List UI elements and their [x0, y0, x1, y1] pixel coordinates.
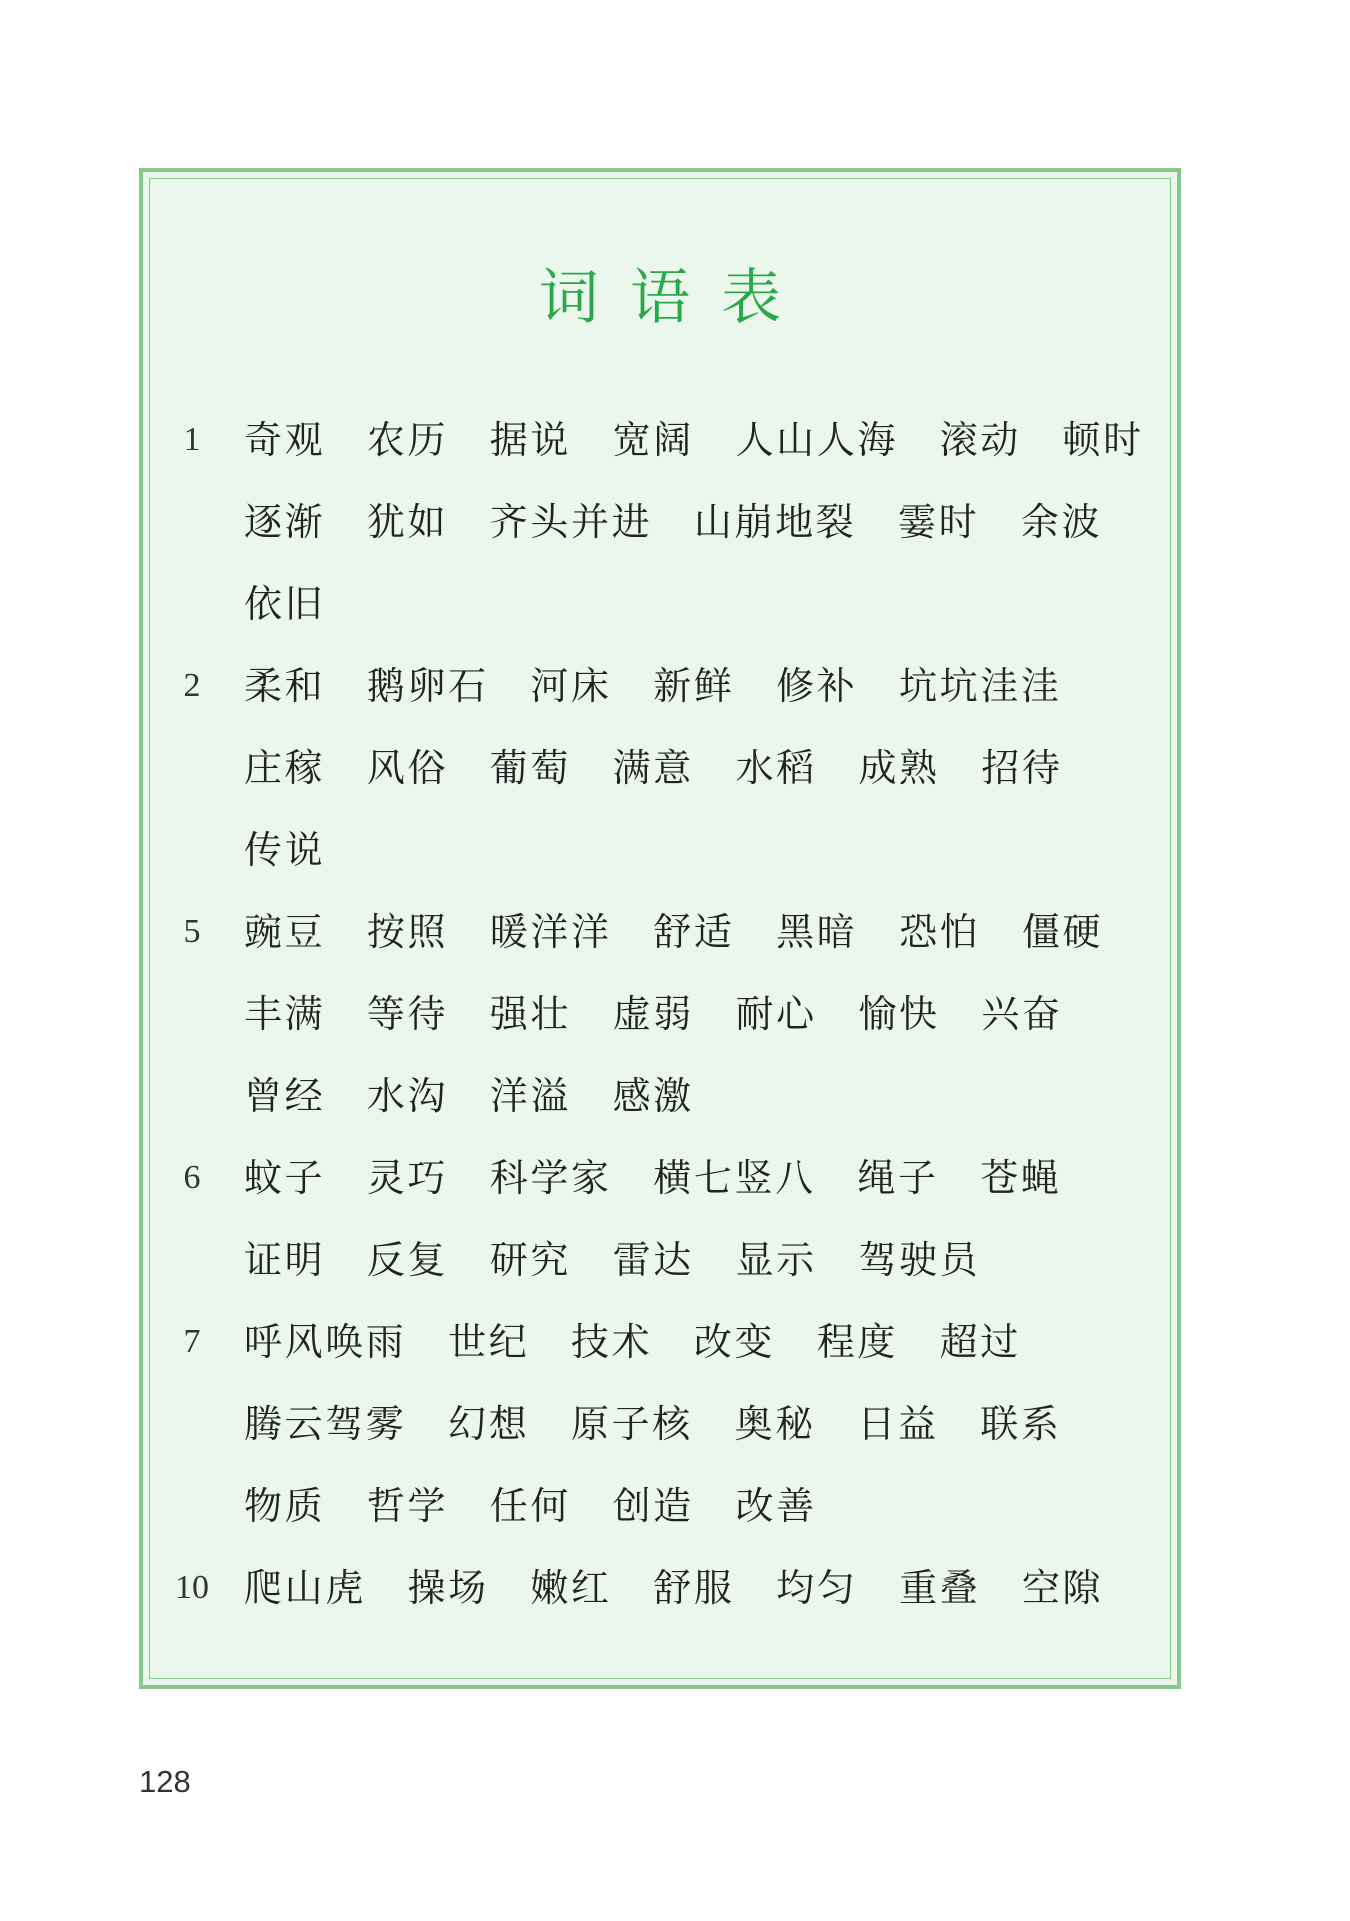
vocabulary-word: 逐渐 — [244, 500, 326, 544]
vocabulary-word: 绳子 — [857, 1156, 939, 1200]
vocabulary-word: 庄稼 — [244, 746, 326, 790]
vocabulary-word: 满意 — [612, 746, 694, 790]
word-row — [244, 1465, 817, 1547]
vocabulary-word: 奇观 — [244, 418, 326, 462]
vocabulary-word: 蚊子 — [244, 1156, 326, 1200]
word-row — [244, 727, 1063, 809]
vocabulary-word: 横七竖八 — [653, 1156, 816, 1200]
vocabulary-word: 任何 — [489, 1484, 571, 1528]
lesson-number: 7 — [183, 1323, 201, 1360]
vocabulary-word: 水沟 — [366, 1074, 449, 1118]
vocabulary-word: 葡萄 — [489, 746, 571, 790]
page-title: 词 语 表 — [538, 263, 788, 333]
vocabulary-word: 恐怕 — [899, 910, 981, 954]
vocabulary-word: 兴奋 — [981, 992, 1063, 1036]
vocabulary-word: 滚动 — [939, 418, 1021, 462]
vocabulary-word: 世纪 — [448, 1320, 530, 1364]
word-row — [244, 1137, 1061, 1219]
vocabulary-word: 驾驶员 — [858, 1238, 981, 1282]
vocabulary-word: 苍蝇 — [980, 1156, 1062, 1200]
vocabulary-word: 空隙 — [1021, 1566, 1104, 1610]
vocabulary-word: 反复 — [366, 1238, 449, 1282]
vocabulary-word: 丰满 — [244, 992, 326, 1036]
word-row — [244, 563, 325, 645]
vocabulary-word: 耐心 — [735, 992, 817, 1036]
vocabulary-word: 柔和 — [244, 664, 326, 708]
vocabulary-word: 程度 — [816, 1320, 898, 1364]
word-row — [244, 1547, 1103, 1629]
vocabulary-word: 据说 — [489, 418, 571, 462]
lesson-number: 10 — [175, 1569, 209, 1606]
vocabulary-word: 爬山虎 — [244, 1566, 366, 1610]
vocabulary-word: 腾云驾雾 — [244, 1402, 407, 1446]
vocabulary-word: 操场 — [407, 1566, 489, 1610]
word-row — [244, 1219, 980, 1301]
page-number: 128 — [139, 1764, 191, 1799]
lesson-number: 5 — [183, 913, 201, 950]
vocabulary-word: 齐头并进 — [489, 500, 653, 544]
vocabulary-word: 成熟 — [858, 746, 940, 790]
vocabulary-word: 强壮 — [489, 992, 571, 1036]
vocabulary-word: 河床 — [530, 664, 612, 708]
vocabulary-word: 虚弱 — [612, 992, 694, 1036]
vocabulary-word: 余波 — [1020, 500, 1103, 544]
vocabulary-word: 农历 — [366, 418, 449, 462]
vocabulary-word: 超过 — [939, 1320, 1021, 1364]
vocabulary-word: 物质 — [244, 1484, 326, 1528]
vocabulary-word: 坑坑洼洼 — [899, 664, 1062, 708]
vocabulary-word: 等待 — [366, 992, 449, 1036]
word-row — [244, 809, 325, 891]
word-row — [244, 891, 1103, 973]
vocabulary-word: 呼风唤雨 — [244, 1320, 407, 1364]
vocabulary-word: 显示 — [735, 1238, 817, 1282]
vocabulary-word: 灵巧 — [366, 1156, 449, 1200]
vocabulary-word: 日益 — [857, 1402, 939, 1446]
vocabulary-word: 黑暗 — [776, 910, 858, 954]
vocabulary-word: 哲学 — [366, 1484, 449, 1528]
vocabulary-word: 鹅卵石 — [366, 664, 489, 708]
vocabulary-word: 暖洋洋 — [489, 910, 612, 954]
vocabulary-word: 新鲜 — [653, 664, 735, 708]
vocabulary-word: 依旧 — [244, 582, 326, 626]
vocabulary-word: 原子核 — [570, 1402, 693, 1446]
word-row — [244, 1055, 694, 1137]
vocabulary-word: 雷达 — [612, 1238, 694, 1282]
vocabulary-word: 改善 — [735, 1484, 817, 1528]
vocabulary-word: 感激 — [612, 1074, 694, 1118]
word-row — [244, 1301, 1021, 1383]
word-row — [244, 481, 1102, 563]
vocabulary-word: 洋溢 — [489, 1074, 571, 1118]
lesson-number: 6 — [183, 1159, 201, 1196]
vocabulary-word: 幻想 — [448, 1402, 530, 1446]
vocabulary-word: 重叠 — [899, 1566, 981, 1610]
vocabulary-word: 按照 — [366, 910, 449, 954]
vocabulary-word: 犹如 — [366, 500, 449, 544]
vocabulary-word: 顿时 — [1062, 418, 1144, 462]
vocabulary-word: 人山人海 — [735, 418, 898, 462]
vocabulary-word: 舒适 — [653, 910, 735, 954]
vocabulary-word: 宽阔 — [612, 418, 694, 462]
vocabulary-word: 修补 — [776, 664, 858, 708]
vocabulary-word: 舒服 — [653, 1566, 735, 1610]
vocabulary-word: 水稻 — [735, 746, 817, 790]
vocabulary-word: 技术 — [570, 1320, 653, 1364]
vocabulary-word: 证明 — [244, 1238, 326, 1282]
vocabulary-word: 霎时 — [897, 500, 980, 544]
vocabulary-word: 联系 — [980, 1402, 1062, 1446]
word-row — [244, 645, 1061, 727]
vocabulary-word: 僵硬 — [1021, 910, 1104, 954]
vocabulary-word: 山崩地裂 — [693, 500, 857, 544]
vocabulary-word: 改变 — [693, 1320, 776, 1364]
word-row — [244, 973, 1063, 1055]
word-row — [244, 1383, 1061, 1465]
vocabulary-word: 科学家 — [489, 1156, 612, 1200]
vocabulary-word: 研究 — [489, 1238, 571, 1282]
vocabulary-word: 风俗 — [366, 746, 449, 790]
vocabulary-word: 传说 — [244, 828, 326, 872]
lesson-number: 2 — [183, 667, 201, 704]
vocabulary-word: 奥秘 — [734, 1402, 816, 1446]
vocabulary-word: 曾经 — [244, 1074, 326, 1118]
word-row — [244, 399, 1144, 481]
vocabulary-word: 豌豆 — [244, 910, 326, 954]
vocabulary-word: 创造 — [612, 1484, 694, 1528]
vocabulary-word: 招待 — [981, 746, 1063, 790]
vocabulary-word: 嫩红 — [530, 1566, 612, 1610]
lesson-number: 1 — [183, 421, 201, 458]
vocabulary-word: 愉快 — [858, 992, 940, 1036]
vocabulary-word: 均匀 — [776, 1566, 858, 1610]
